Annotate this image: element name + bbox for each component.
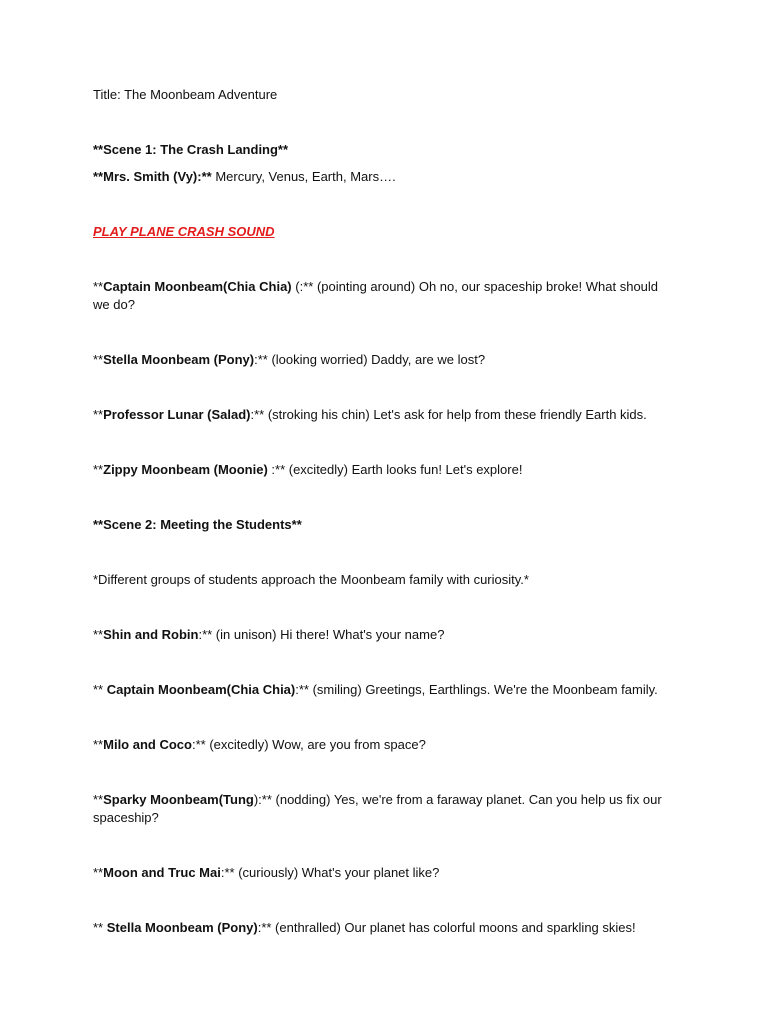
dialogue-line-captain-moonbeam-1 (93, 278, 668, 314)
speaker-name: Zippy Moonbeam (Moonie) (103, 462, 268, 477)
dialogue-line-shin-and-robin (93, 626, 668, 644)
speaker-name: Captain Moonbeam(Chia Chia) (106, 682, 296, 697)
scene-2-heading: **Scene 2: Meeting the Students** (93, 517, 302, 532)
dialogue-text: (excitedly) Wow, are you from space? (209, 737, 426, 752)
dialogue-text: (enthralled) Our planet has colorful moons and sparkling skies! (275, 920, 636, 935)
speaker-marker: ** (93, 920, 107, 935)
speaker-marker: ** (93, 352, 104, 367)
document-body (93, 86, 668, 937)
dialogue-text: (stroking his chin) Let's ask for help from these friendly Earth kids. (267, 407, 647, 422)
speaker-name: **Mrs. Smith (Vy):** (93, 169, 212, 184)
dialogue-text: (pointing around) Oh no, our spaceship broke! What should we do? (93, 279, 659, 312)
speaker-marker: ** (93, 792, 104, 807)
dialogue-text: (in unison) Hi there! What's your name? (215, 627, 445, 642)
dialogue-line-milo-and-coco (93, 736, 668, 754)
speaker-marker: ** (93, 279, 104, 294)
dialogue-text: (excitedly) Earth looks fun! Let's explore! (288, 462, 523, 477)
speaker-marker: :** (191, 737, 210, 752)
speaker-name: Moon and Truc Mai (103, 865, 221, 880)
dialogue-text: (nodding) Yes, we're from a faraway planet. Can you help us fix our spaceship? (93, 792, 662, 825)
speaker-name: Milo and Coco (103, 737, 192, 752)
speaker-marker: :** (198, 627, 216, 642)
dialogue-line-sparky-moonbeam (93, 791, 668, 827)
scene-1-heading: **Scene 1: The Crash Landing** (93, 142, 289, 157)
dialogue-text: (smiling) Greetings, Earthlings. We're the Moonbeam family. (312, 682, 658, 697)
speaker-marker: ** (93, 407, 104, 422)
speaker-marker: (:** (291, 279, 317, 294)
speaker-name: Captain Moonbeam(Chia Chia) (103, 279, 292, 294)
dialogue-line-professor-lunar (93, 406, 668, 424)
speaker-name: Sparky Moonbeam(Tung (103, 792, 254, 807)
speaker-marker: ** (93, 627, 104, 642)
speaker-marker: ** (93, 462, 104, 477)
speaker-marker: ** (93, 737, 104, 752)
dialogue-text: Mercury, Venus, Earth, Mars…. (211, 169, 396, 184)
stage-direction: *Different groups of students approach the Moonbeam family with curiosity.* (93, 572, 529, 587)
dialogue-line-stella-moonbeam-1 (93, 351, 668, 369)
speaker-marker: :** (254, 352, 272, 367)
dialogue-text: (curiously) What's your planet like? (238, 865, 440, 880)
speaker-marker: :** (250, 407, 268, 422)
speaker-marker: ** (93, 865, 104, 880)
speaker-marker: :** (220, 865, 239, 880)
dialogue-line-zippy-moonbeam (93, 461, 668, 479)
speaker-name: Shin and Robin (103, 627, 199, 642)
speaker-name: Professor Lunar (Salad) (103, 407, 251, 422)
dialogue-line-captain-moonbeam-2 (93, 681, 668, 699)
dialogue-line-mrs-smith (93, 168, 668, 186)
dialogue-line-moon-and-truc-mai (93, 864, 668, 882)
speaker-marker: :** (295, 682, 313, 697)
dialogue-text: (looking worried) Daddy, are we lost? (271, 352, 486, 367)
speaker-name: Stella Moonbeam (Pony) (106, 920, 258, 935)
dialogue-line-stella-moonbeam-2 (93, 919, 668, 937)
speaker-marker: :** (267, 462, 289, 477)
speaker-name: Stella Moonbeam (Pony) (103, 352, 255, 367)
sound-cue: PLAY PLANE CRASH SOUND (93, 224, 275, 239)
title-line: Title: The Moonbeam Adventure (93, 87, 278, 102)
speaker-marker: ** (93, 682, 107, 697)
speaker-marker: ):** (253, 792, 276, 807)
speaker-marker: :** (257, 920, 276, 935)
